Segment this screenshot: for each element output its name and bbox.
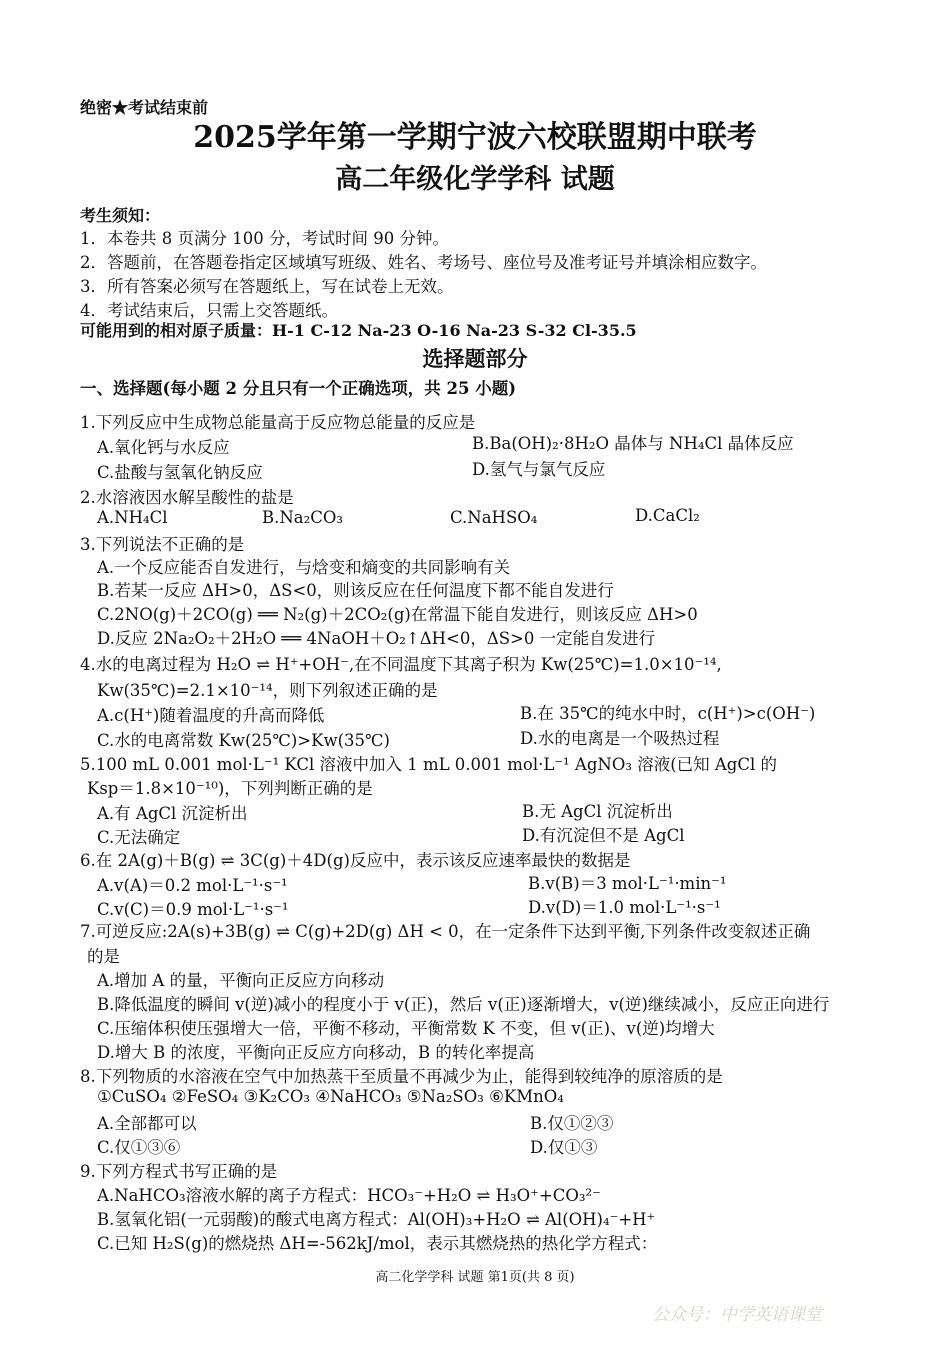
option-a: A.全部都可以 bbox=[97, 1114, 197, 1133]
secret-label: 绝密★考试结束前 bbox=[80, 98, 209, 117]
option-d: D.增大 B 的浓度，平衡向正反应方向移动，B 的转化率提高 bbox=[97, 1043, 535, 1062]
section-heading: 一、选择题(每小题 2 分且只有一个正确选项，共 25 小题) bbox=[80, 379, 517, 398]
option-d: D.仅①③ bbox=[530, 1138, 598, 1157]
notice-item: 1．本卷共 8 页满分 100 分，考试时间 90 分钟。 bbox=[80, 229, 449, 248]
notice-item: 2．答题前，在答题卷指定区域填写班级、姓名、考场号、座位号及准考证号并填涂相应数字。 bbox=[80, 253, 767, 272]
option-d: D.有沉淀但不是 AgCl bbox=[522, 826, 685, 845]
question-stem-cont: 的是 bbox=[87, 947, 120, 966]
option-d: D.v(D)＝1.0 mol·L⁻¹·s⁻¹ bbox=[528, 898, 721, 917]
option-a: A.c(H⁺)随着温度的升高而降低 bbox=[97, 706, 325, 725]
substance-list: ①CuSO₄ ②FeSO₄ ③K₂CO₃ ④NaHCO₃ ⑤Na₂SO₃ ⑥KMnO₄ bbox=[97, 1087, 564, 1106]
option-c: C.NaHSO₄ bbox=[450, 508, 538, 527]
option-b: B.无 AgCl 沉淀析出 bbox=[522, 802, 673, 821]
question-stem-cont: Kw(35℃)=2.1×10⁻¹⁴，则下列叙述正确的是 bbox=[97, 681, 438, 700]
exam-title: 2025学年第一学期宁波六校联盟期中联考 bbox=[193, 120, 757, 155]
option-b: B.v(B)＝3 mol·L⁻¹·min⁻¹ bbox=[528, 874, 727, 893]
option-d: D.CaCl₂ bbox=[635, 506, 700, 525]
option-d: D.氢气与氯气反应 bbox=[472, 460, 606, 479]
notice-item: 4．考试结束后，只需上交答题纸。 bbox=[80, 301, 338, 320]
option-c: C.盐酸与氢氧化钠反应 bbox=[97, 463, 263, 482]
option-b: B.降低温度的瞬间 v(逆)减小的程度小于 v(正)，然后 v(正)逐渐增大，v(逆)继续减小，反应正向进行 bbox=[97, 995, 830, 1014]
option-b: B.Ba(OH)₂·8H₂O 晶体与 NH₄Cl 晶体反应 bbox=[472, 434, 794, 453]
option-c: C.2NO(g)＋2CO(g) ══ N₂(g)＋2CO₂(g)在常温下能自发进行，则该反应 ΔH>0 bbox=[97, 605, 698, 624]
option-a: A.NaHCO₃溶液水解的离子方程式：HCO₃⁻+H₂O ⇌ H₃O⁺+CO₃²⁻ bbox=[97, 1186, 601, 1205]
option-b: B.氢氧化铝(一元弱酸)的酸式电离方程式：Al(OH)₃+H₂O ⇌ Al(OH)₄⁻+H⁺ bbox=[97, 1210, 656, 1229]
question-stem: 4.水的电离过程为 H₂O ⇌ H⁺+OH⁻,在不同温度下其离子积为 Kw(25℃)=1.0×10⁻¹⁴, bbox=[80, 655, 722, 674]
option-d: D.水的电离是一个吸热过程 bbox=[520, 729, 720, 748]
question-stem: 9.下列方程式书写正确的是 bbox=[80, 1162, 278, 1181]
option-b: B.若某一反应 ΔH>0，ΔS<0，则该反应在任何温度下都不能自发进行 bbox=[97, 581, 614, 600]
option-a: A.氧化钙与水反应 bbox=[97, 438, 230, 457]
notice-title: 考生须知： bbox=[80, 206, 161, 225]
question-stem: 6.在 2A(g)＋B(g) ⇌ 3C(g)＋4D(g)反应中，表示该反应速率最快的数据是 bbox=[80, 851, 631, 870]
question-stem: 1.下列反应中生成物总能量高于反应物总能量的反应是 bbox=[80, 413, 476, 432]
question-stem: 5.100 mL 0.001 mol·L⁻¹ KCl 溶液中加入 1 mL 0.001 mol·L⁻¹ AgNO₃ 溶液(已知 AgCl 的 bbox=[80, 755, 778, 774]
option-b: B.在 35℃的纯水中时，c(H⁺)>c(OH⁻) bbox=[520, 704, 816, 723]
option-c: C.压缩体积使压强增大一倍，平衡不移动，平衡常数 K 不变，但 v(正)、v(逆)均增大 bbox=[97, 1019, 715, 1038]
option-a: A.增加 A 的量，平衡向正反应方向移动 bbox=[97, 971, 385, 990]
option-b: B.仅①②③ bbox=[530, 1114, 614, 1133]
question-stem-cont: Ksp＝1.8×10⁻¹⁰)，下列判断正确的是 bbox=[87, 779, 373, 798]
option-a: A.v(A)＝0.2 mol·L⁻¹·s⁻¹ bbox=[97, 876, 288, 895]
watermark: 公众号：中学英语课堂 bbox=[652, 1305, 822, 1325]
option-c: C.已知 H₂S(g)的燃烧热 ΔH=-562kJ/mol，表示其燃烧热的热化学方程式： bbox=[97, 1234, 658, 1253]
option-c: C.无法确定 bbox=[97, 828, 181, 847]
option-a: A.一个反应能否自发进行，与焓变和熵变的共同影响有关 bbox=[97, 558, 511, 577]
question-stem: 2.水溶液因水解呈酸性的盐是 bbox=[80, 488, 294, 507]
page-footer: 高二化学学科 试题 第1页(共 8 页) bbox=[375, 1270, 575, 1285]
option-c: C.v(C)＝0.9 mol·L⁻¹·s⁻¹ bbox=[97, 900, 289, 919]
option-c: C.仅①③⑥ bbox=[97, 1138, 181, 1157]
notice-item: 3．所有答案必须写在答题纸上，写在试卷上无效。 bbox=[80, 277, 454, 296]
section-title: 选择题部分 bbox=[422, 346, 528, 371]
atomic-mass-line: 可能用到的相对原子质量：H-1 C-12 Na-23 O-16 Na-23 S-32 Cl-35.5 bbox=[80, 321, 637, 340]
exam-subtitle: 高二年级化学学科 试题 bbox=[335, 164, 615, 195]
question-stem: 8.下列物质的水溶液在空气中加热蒸干至质量不再减少为止，能得到较纯净的原溶质的是 bbox=[80, 1067, 723, 1086]
option-b: B.Na₂CO₃ bbox=[262, 508, 344, 527]
option-a: A.NH₄Cl bbox=[97, 508, 168, 527]
option-d: D.反应 2Na₂O₂＋2H₂O ══ 4NaOH＋O₂↑ΔH<0，ΔS>0 一定能自发进行 bbox=[97, 629, 656, 648]
question-stem: 3.下列说法不正确的是 bbox=[80, 535, 245, 554]
option-c: C.水的电离常数 Kw(25℃)>Kw(35℃) bbox=[97, 731, 390, 750]
option-a: A.有 AgCl 沉淀析出 bbox=[97, 804, 248, 823]
question-stem: 7.可逆反应:2A(s)+3B(g) ⇌ C(g)+2D(g) ΔH < 0，在一定条件下达到平衡,下列条件改变叙述正确 bbox=[80, 922, 811, 941]
